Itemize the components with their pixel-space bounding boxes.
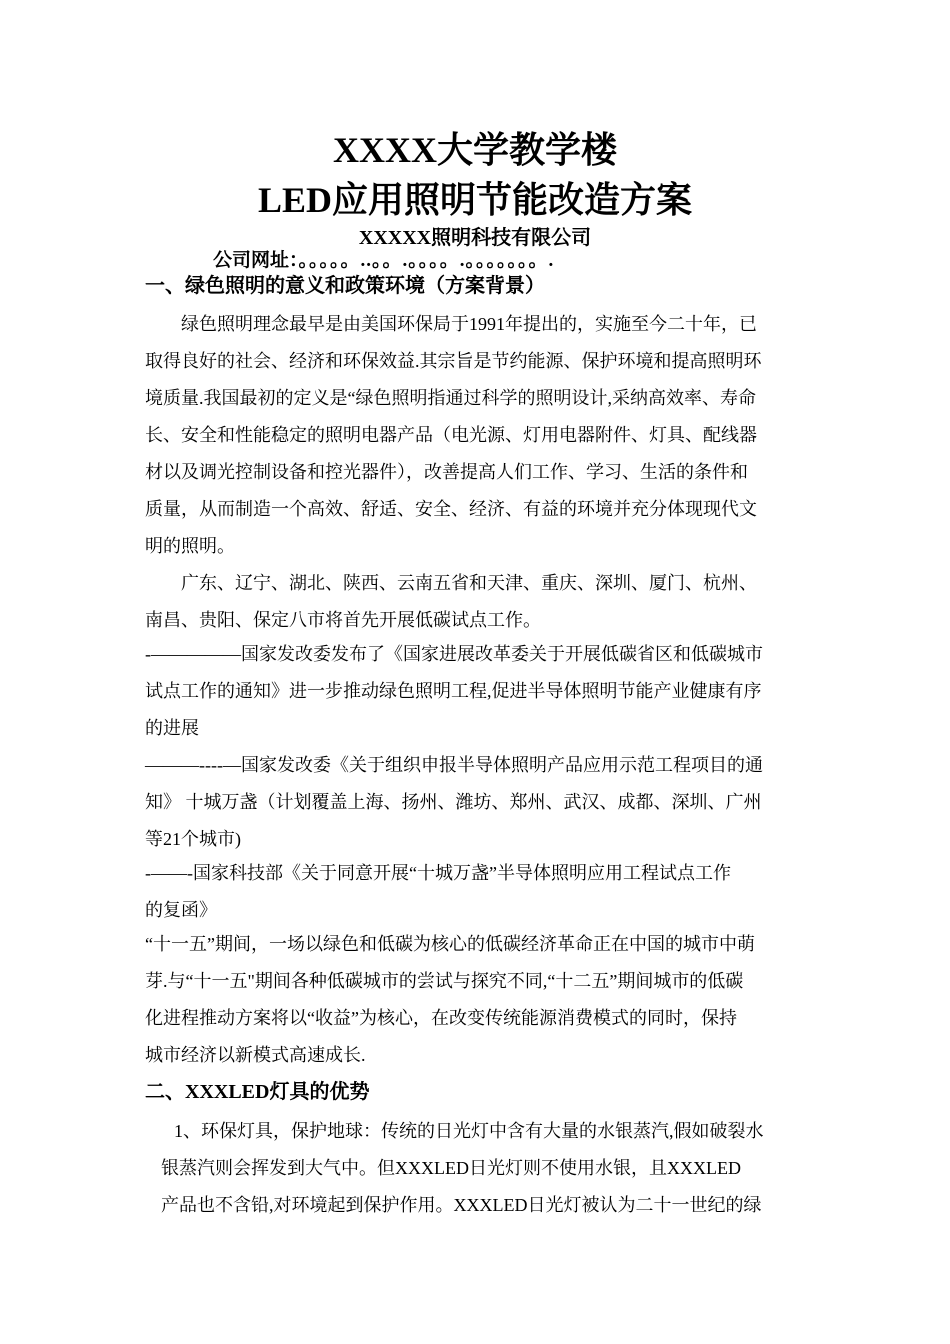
paragraph-line: “十一五”期间，一场以绿色和低碳为核心的低碳经济革命正在中国的城市中萌: [145, 934, 755, 954]
paragraph-line: 绿色照明理念最早是由美国环保局于1991年提出的，实施至今二十年，已: [181, 314, 757, 334]
company-name: XXXXX照明科技有限公司: [358, 227, 592, 249]
paragraph-line: 芽.与“十一五"期间各种低碳城市的尝试与探究不同,“十二五”期间城市的低碳: [145, 971, 744, 991]
paragraph-line: 产品也不含铅,对环境起到保护作用。XXXLED日光灯被认为二十一世纪的绿: [161, 1195, 762, 1215]
paragraph-line: 长、安全和性能稳定的照明电器产品（电光源、灯用电器附件、灯具、配线器: [145, 425, 757, 445]
company-website: [213, 250, 554, 272]
paragraph-line: 质量，从而制造一个高效、舒适、安全、经济、有益的环境并充分体现现代文: [145, 499, 757, 519]
paragraph-line: 等21个城市): [145, 829, 241, 849]
paragraph-line: 化进程推动方案将以“收益”为核心，在改变传统能源消费模式的同时，保持: [145, 1008, 737, 1028]
paragraph-line: 材以及调光控制设备和控光器件），改善提高人们工作、学习、生活的条件和: [145, 462, 748, 482]
paragraph-line: -——-国家科技部《关于同意开展“十城万盏”半导体照明应用工程试点工作: [145, 863, 731, 883]
paragraph-line: 的复函》: [145, 900, 217, 920]
paragraph-line: 银蒸汽则会挥发到大气中。但XXXLED日光灯则不使用水银，且XXXLED: [161, 1158, 741, 1178]
document-title-line-1: XXXX大学教学楼: [333, 130, 617, 170]
document-title-line-2: LED应用照明节能改造方案: [257, 180, 693, 220]
section-2-heading: 二、XXXLED灯具的优势: [145, 1081, 370, 1103]
paragraph-line: ———----—国家发改委《关于组织申报半导体照明产品应用示范工程项目的通: [145, 755, 763, 775]
paragraph-line: 南昌、贵阳、保定八市将首先开展低碳试点工作。: [145, 610, 541, 630]
paragraph-line: 1、环保灯具，保护地球：传统的日光灯中含有大量的水银蒸汽,假如破裂水: [174, 1121, 764, 1141]
website-placeholder-dots: 。。。。。..。。.。。。。.。。。。。。。.: [298, 250, 555, 271]
paragraph-line: 取得良好的社会、经济和环保效益.其宗旨是节约能源、保护环境和提高照明环: [145, 351, 762, 371]
website-label: 公司网址：: [213, 250, 299, 271]
paragraph-line: 知》 十城万盏（计划覆盖上海、扬州、潍坊、郑州、武汉、成都、深圳、广州: [145, 792, 762, 812]
paragraph-line: 境质量.我国最初的定义是“绿色照明指通过科学的照明设计,采纳高效率、寿命: [145, 388, 756, 408]
paragraph-line: 的进展: [145, 718, 199, 738]
section-1-heading: 一、绿色照明的意义和政策环境（方案背景）: [145, 275, 545, 297]
paragraph-line: -—————国家发改委发布了《国家进展改革委关于开展低碳省区和低碳城市: [145, 644, 763, 664]
paragraph-line: 试点工作的通知》进一步推动绿色照明工程,促进半导体照明节能产业健康有序: [145, 681, 762, 701]
paragraph-line: 广东、辽宁、湖北、陕西、云南五省和天津、重庆、深圳、厦门、杭州、: [181, 573, 757, 593]
paragraph-line: 明的照明。: [145, 536, 235, 556]
paragraph-line: 城市经济以新模式高速成长.: [145, 1045, 366, 1065]
